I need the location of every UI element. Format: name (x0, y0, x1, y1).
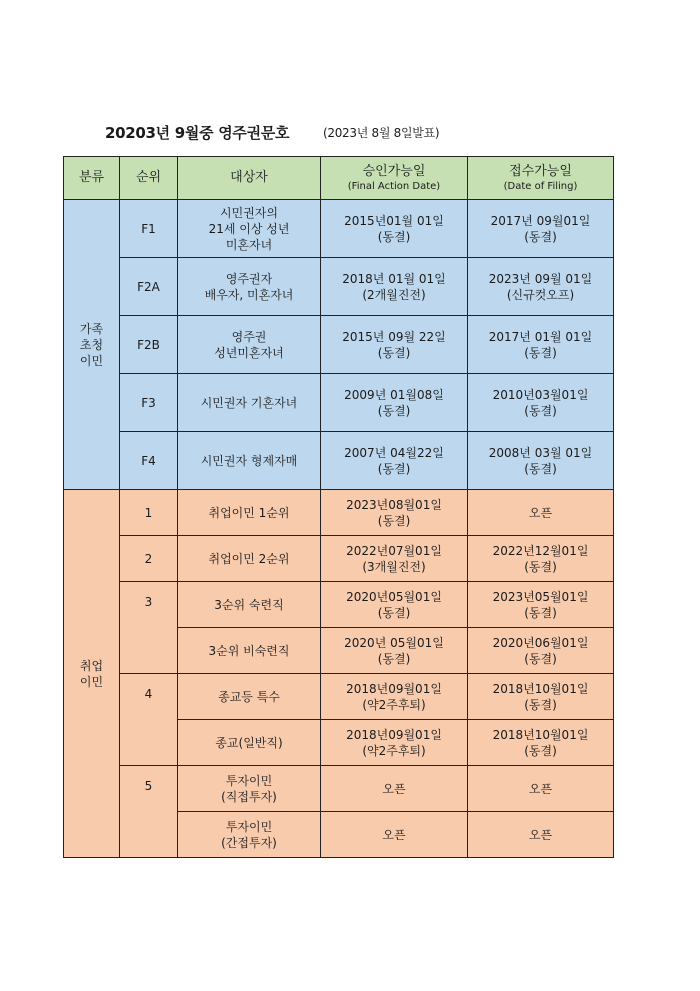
table-row (64, 536, 614, 582)
target-line: 배우자, 미혼자녀 (204, 287, 294, 302)
filing-date: 2018년10월01일 (492, 681, 589, 696)
final-status: (3개월진전) (362, 559, 426, 574)
table-row (64, 766, 614, 812)
filing-date: 오픈 (528, 827, 553, 842)
filing-cell (468, 720, 614, 766)
rank-cell: 5 (120, 766, 178, 858)
final-date: 2007년 04월22일 (344, 445, 444, 460)
target-cell (178, 766, 321, 812)
target-cell (178, 536, 321, 582)
filing-cell (468, 316, 614, 374)
filing-date: 2017년 01월 01일 (488, 329, 593, 344)
target-cell (178, 258, 321, 316)
filing-date: 2023년 09월 01일 (488, 271, 593, 286)
group-employment-line: 취업 (79, 658, 104, 673)
filing-status: (동결) (524, 229, 557, 244)
final-action-cell (321, 490, 468, 536)
header-target: 대상자 (178, 157, 321, 200)
filing-cell (468, 490, 614, 536)
filing-date: 2022년12월01일 (492, 543, 589, 558)
target-cell (178, 582, 321, 628)
final-date: 2022년07월01일 (346, 543, 442, 558)
target-cell (178, 812, 321, 858)
group-employment (64, 490, 120, 858)
final-action-cell (321, 258, 468, 316)
filing-cell (468, 766, 614, 812)
target-line: 종교등 특수 (218, 689, 280, 704)
table-row (64, 490, 614, 536)
announcement-date: (2023년 8월 8일발표) (323, 126, 440, 140)
rank-cell: F3 (120, 374, 178, 432)
final-date: 2018년09월01일 (346, 727, 442, 742)
group-family (64, 200, 120, 490)
header-rank: 순위 (120, 157, 178, 200)
final-action-cell (321, 432, 468, 490)
filing-date: 2018년10월01일 (492, 727, 589, 742)
rank-cell: 4 (120, 674, 178, 766)
final-status: (동결) (377, 651, 411, 666)
final-date: 2023년08월01일 (346, 497, 442, 512)
filing-date: 오픈 (528, 781, 553, 796)
rank-cell: F1 (120, 200, 178, 258)
filing-date: 2020년06월01일 (492, 635, 589, 650)
table-row (64, 674, 614, 720)
final-status: (2개월진전) (362, 287, 426, 302)
rank-cell: F2A (120, 258, 178, 316)
filing-cell (468, 628, 614, 674)
filing-cell (468, 812, 614, 858)
final-action-cell (321, 766, 468, 812)
filing-cell (468, 582, 614, 628)
filing-date: 2023년05월01일 (492, 589, 589, 604)
target-line: 종교(일반직) (215, 735, 283, 750)
target-line: 21세 이상 성년 (208, 221, 290, 236)
target-line: 취업이민 1순위 (208, 505, 290, 520)
filing-cell (468, 258, 614, 316)
table-row (64, 258, 614, 316)
rank-cell: F4 (120, 432, 178, 490)
filing-status: (동결) (524, 743, 557, 758)
final-date: 오픈 (382, 827, 406, 842)
filing-status: (동결) (524, 403, 557, 418)
final-action-cell (321, 720, 468, 766)
final-status: (약2주후퇴) (362, 743, 426, 758)
filing-cell (468, 432, 614, 490)
target-cell (178, 316, 321, 374)
target-cell (178, 374, 321, 432)
target-line: 영주권 (231, 329, 267, 344)
target-line: 영주권자 (225, 271, 273, 286)
final-date: 2018년 01월 01일 (342, 271, 446, 286)
table-row (64, 582, 614, 628)
target-cell (178, 628, 321, 674)
final-action-cell (321, 674, 468, 720)
table-row (64, 374, 614, 432)
target-cell (178, 674, 321, 720)
target-cell (178, 200, 321, 258)
header-filing-en: (Date of Filing) (503, 180, 578, 192)
final-status: (동결) (377, 345, 411, 360)
target-line: 시민권자 형제자매 (200, 453, 298, 468)
target-cell (178, 490, 321, 536)
target-line: (간접투자) (221, 835, 277, 850)
final-action-cell (321, 200, 468, 258)
final-status: (동결) (377, 403, 411, 418)
target-line: 취업이민 2순위 (208, 551, 290, 566)
target-line: (직접투자) (221, 789, 277, 804)
filing-cell (468, 200, 614, 258)
filing-status: (신규컷오프) (506, 287, 575, 302)
header-filing (468, 157, 614, 200)
final-action-cell (321, 628, 468, 674)
final-action-cell (321, 374, 468, 432)
final-status: (약2주후퇴) (362, 697, 426, 712)
final-date: 2020년05월01일 (346, 589, 442, 604)
filing-cell (468, 674, 614, 720)
rank-cell: 1 (120, 490, 178, 536)
table-row (64, 200, 614, 258)
filing-cell (468, 374, 614, 432)
target-line: 투자이민 (225, 819, 273, 834)
target-line: 투자이민 (225, 773, 273, 788)
table-row (64, 316, 614, 374)
final-action-cell (321, 316, 468, 374)
filing-status: (동결) (524, 345, 557, 360)
filing-status: (동결) (524, 697, 557, 712)
final-action-cell (321, 812, 468, 858)
final-date: 2009년 01월08일 (344, 387, 444, 402)
rank-cell: 2 (120, 536, 178, 582)
target-line: 3순위 비숙련직 (208, 643, 290, 658)
final-action-cell (321, 582, 468, 628)
header-row (64, 157, 614, 200)
group-employment-line: 이민 (79, 674, 104, 689)
filing-cell (468, 536, 614, 582)
target-cell (178, 432, 321, 490)
rank-cell: 3 (120, 582, 178, 674)
page-title-row (0, 122, 700, 144)
group-family-line: 가족 (79, 321, 104, 336)
target-line: 3순위 숙련직 (214, 597, 284, 612)
filing-status: (동결) (524, 559, 557, 574)
final-date: 2015년01월 01일 (344, 213, 444, 228)
target-line: 시민권자 기혼자녀 (200, 395, 298, 410)
group-family-line: 이민 (79, 353, 104, 368)
filing-status: (동결) (524, 651, 557, 666)
header-final-action (321, 157, 468, 200)
header-category: 분류 (64, 157, 120, 200)
filing-date: 2010년03월01일 (492, 387, 589, 402)
final-status: (동결) (377, 513, 411, 528)
filing-status: (동결) (524, 461, 557, 476)
group-family-line: 초청 (79, 337, 104, 352)
rank-cell: F2B (120, 316, 178, 374)
final-status: (동결) (377, 461, 411, 476)
target-cell (178, 720, 321, 766)
final-date: 2015년 09월 22일 (342, 329, 446, 344)
target-line: 시민권자의 (220, 205, 278, 220)
final-date: 2020년 05월01일 (344, 635, 444, 650)
page-title: 20203년 9월중 영주권문호 (105, 124, 290, 142)
final-date: 오픈 (382, 781, 406, 796)
table-row (64, 432, 614, 490)
filing-status: (동결) (524, 605, 557, 620)
filing-date: 2008년 03월 01일 (488, 445, 593, 460)
final-status: (동결) (377, 229, 411, 244)
target-line: 성년미혼자녀 (214, 345, 284, 360)
header-final-action-label: 승인가능일 (362, 163, 426, 179)
target-line: 미혼자녀 (225, 237, 273, 252)
filing-date: 2017년 09월01일 (490, 213, 591, 228)
header-filing-label: 접수가능일 (509, 163, 572, 179)
header-final-action-en: (Final Action Date) (347, 180, 441, 192)
visa-bulletin-table (63, 156, 614, 858)
filing-date: 오픈 (528, 505, 553, 520)
final-date: 2018년09월01일 (346, 681, 442, 696)
final-status: (동결) (377, 605, 411, 620)
final-action-cell (321, 536, 468, 582)
